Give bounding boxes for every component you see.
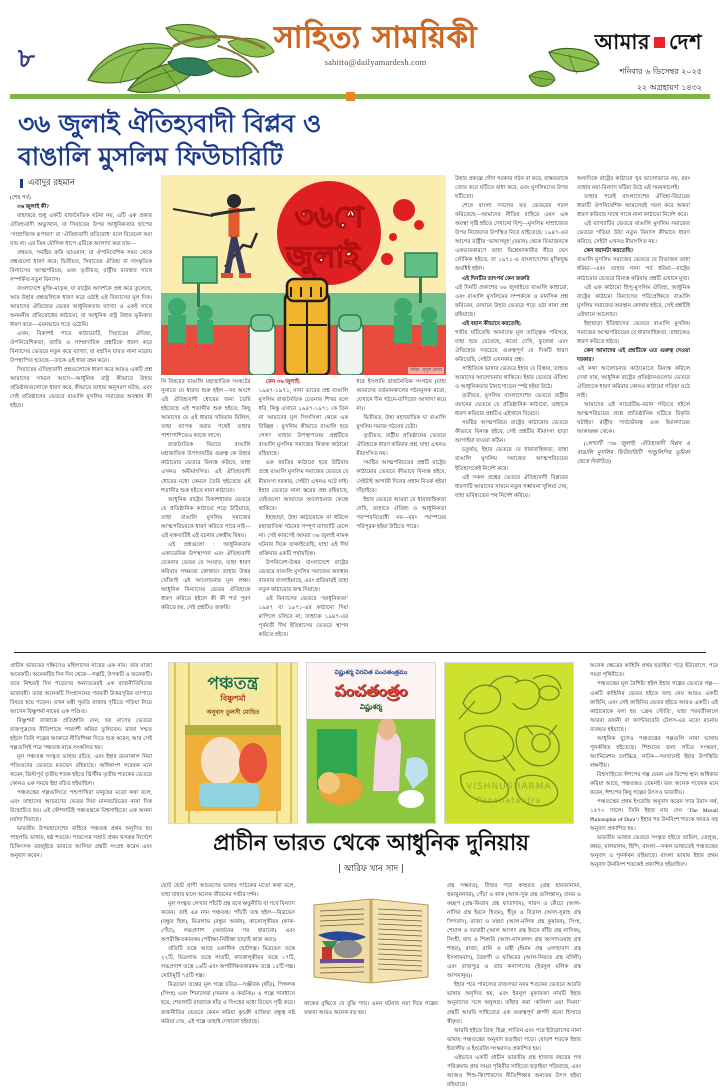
top-article-mid-col-b bbox=[259, 378, 349, 640]
bottom-article-column-left bbox=[10, 662, 152, 861]
publication-nameplate bbox=[595, 26, 702, 95]
top-article-byline: এবাদুর রহমান bbox=[20, 179, 152, 188]
paragraph: সাহিত্যিক ভাষার ভেতরে ইহার যে বিস্তার, তাহাও আমাদের আলোচনায় থাকিবে। ইহার ভেতরে ঐতিহ্য ও আধুনিকতার টানাপোড়েন স্পষ্ট হইয়া উঠে। bbox=[455, 365, 568, 391]
subheading-how-narrating: এই বয়ান কীভাবে করতেছি: bbox=[462, 320, 522, 327]
paragraph: চতুর্থত, ইহার ভেতরে যে ধারাবাহিকতা, তাহা বাঙালি মুসলিম সমাজের আত্মপরিচয়ের ইতিহাসকেই নির্দেশ করে। bbox=[455, 447, 568, 472]
paragraph: এখন, বিকাশই পাবে কাঠামোটি, সিরাতের ঐতিহ্য, ঔপনিবেশিকতা, জাতি ও সাম্প্রদায়িক প্রশ্নটিকে ধারণ করে বিন্যাসের ভেতরে নতুন করে ব্যাখ্যা, যা বহুদিন যাবত নানা মাত্রায় উপস্থাপিত হয়েছে—তাকে এই ধারা বহন করে। bbox=[10, 331, 152, 365]
bottom-article-column-right bbox=[590, 662, 718, 870]
paragraph: দ্বিতীয়ত, উহা মহাজাতিক যা বাঙালি মুসলিম সমাজ গঠনের চেষ্টা। bbox=[356, 415, 447, 431]
paragraph: বিশ্বসাহিত্যে ঈশপের গল্প যেমন এক বিশেষ স্থান অধিকার করিয়া আছে, পঞ্চতন্ত্রও তেমনই। বরং অনেক গবেষক মনে করেন, ঈশপের কিছু গল্পের উৎসও ভারতীয়। bbox=[590, 771, 718, 797]
top-article-column-3 bbox=[455, 175, 568, 501]
gregorian-date-text: শনিবার ৬ ডিসেম্বর ২০২৫ bbox=[619, 67, 702, 76]
paragraph: আমাদের এই ন্যারেটিভ-বয়ান গড়িতে হইলে আত্মপরিচয়ের প্রশ্নে প্রাতিষ্ঠানিক ঘটিতে বিকৃতি ঘটাইয়া রাষ্ট্রীয় সার্বভৌমত্ব এবং ইমানদারের আকাঙ্ক্ষা থেকে। bbox=[577, 402, 690, 436]
paragraph: ছোট ছোট প্রাণী আচরণের ভাষার পাঠকের মতো কথা বলে, যাহা যাহার ফলে অনেক জীবনের গভীর দর্শন। bbox=[161, 882, 295, 898]
paragraph: আধুনিক যুগেও পঞ্চতন্ত্রের গল্পগুলি নানা ভাষায় পুনর্কথিত হইতেছে। শিশুদের জন্য সচিত্র সংস্করণ, অ্যানিমেশন চলচ্চিত্র, নাটক—সবখানেই ইহার উপস্থিতি লক্ষণীয়। bbox=[590, 735, 718, 769]
top-article-mid-col-c bbox=[356, 378, 446, 640]
paragraph: ইহাছাড়া ইতিহাসের ভেতরে বাঙালি মুসলিম সমাজের আত্মপরিচয়ের যে ধারাবাহিকতা, তাহাকেও ধারণ করিতে হইবে। bbox=[577, 320, 690, 345]
paragraph: শেষে বাংলা দখলের মত ভেতরের সরল করিতেছে—আমাদের নীতির বাহিরে এমন এক অবস্থা সৃষ্টি হইতে দেখানো বিন্দু—মুসলিম সাম্রাজ্যের উপর নিজেদের উপস্থিত নিয়ে যাইতেছে/ ১৯৪৭-এর আগের রাষ্ট্রীয় ‘ভাষ্যসমূহ’ (বয়ান) থেকে বিভাজনকে একভাবকারণে তাহা বিশ্লেষণকারীর ধীরে ভেদ লৌকিক হইতে, যা ১৯৭১-এ বাংলাদেশের মুক্তিযুদ্ধ অবধিই হইল। bbox=[455, 203, 568, 273]
paragraph: পঞ্চতন্ত্রের মূল বৈশিষ্ট্য হইল ইহার গল্পের ভেতরে গল্প—একটি কাহিনির ভেতর হইতে জন্ম নেয় আরও একটি কাহিনি, এবং সেই কাহিনির ভেতর হইতে আরও একটি। এই কাঠামোকে বলা হয় ‘ফ্রেম স্টোরি’, যাহা পরবর্তীকালে আরব্য রজনী বা ক্যান্টারবেরি টেলস-এর মতো রচনায় ব্যবহৃত হইয়াছে। bbox=[590, 681, 718, 733]
top-article-col1-body bbox=[10, 194, 152, 411]
paragraph: এই ব্যাখ্যাটির ভেতরে বাঙালি মুসলিম সমাজের ভেতরে গড়িয়া উঠা নতুন বিন্যাস কীভাবে ধারণ করিবে, সেইটা এখনও মীমাংসিত নয়। bbox=[577, 221, 690, 246]
top-article-column-2 bbox=[161, 175, 446, 640]
manuscript-photo bbox=[304, 885, 438, 997]
book-title-telugu: పంచతంత్రం bbox=[334, 681, 408, 701]
book-author-telugu: విష్ణుశర్మ bbox=[360, 703, 382, 712]
book-title-bengali: পঞ্চতন্ত্র bbox=[207, 674, 259, 695]
paragraph: ভারতীয় ভাষার ভেতরে সংস্কৃত হইতে তামিল, তেলুগু, কন্নড়, মালয়ালম, হিন্দি, বাংলা—সকল ভাষাতেই পঞ্চতন্ত্রের অনুবাদ ও পুনর্কথন রহিয়াছে। বাংলা ভাষায় ইহার প্রথম অনুবাদ উনবিংশ শতকেই প্রকাশিত হইয়াছিল। bbox=[590, 835, 718, 869]
book-imprint-telugu: విష్ణుశర్మ విరచిత పంచతంత్రము bbox=[334, 669, 408, 677]
book-cover-english bbox=[444, 662, 574, 824]
part-note: (শেষ পর্ব) bbox=[10, 195, 31, 202]
paragraph: বিষ্ণুশর্মা রাজাকে প্রতিশ্রুতি দেন, ছয় মাসের ভেতরে রাজপুত্রদের নীতিশাস্ত্রে পারদর্শী করিয়া তুলিবেন। রাজা সম্মত হইলে তিনি গল্পের আকারে নীতিশিক্ষা দিতে শুরু করেন, আর সেই গল্পগুলিই পরে পঞ্চতন্ত্র নামে সংকলিত হয়। bbox=[10, 717, 152, 751]
paragraph: ১৯৪৭-১৯৭১, নানা ভাবের প্রশ্ন বাঙালি মুসলিম রাজনৈতিক চেতনার শিখর বলে ধরি, কিন্তু এখানে ১৯৪৭-১৯৭১ কে তিন না আমাদের মূল সিলসিলা থেকে এক বিচ্ছিন্ন : মুসলিম কীভাবে বাঙালি হয়ে গেল? তাহার উপস্থাপনের প্রশ্নটিতে বাঙালি মুসলিম সমাজের নিজস্ব কাঠামো রহিয়াছে। bbox=[258, 388, 349, 458]
paragraph: এই বিন্যাসের ভেতরে ‘আধুনিকতা’ ১৯৪৭ বা ১৯৭১-এর কাঠামো দিয়া মাপিলে চলিবে না; তাহাকে ১৯৪৭-এর পূর্ববর্তী দীর্ঘ ইতিহাসের ভেতরে স্থাপন করিতে হইবে। bbox=[258, 596, 349, 639]
top-article-headline bbox=[18, 108, 710, 173]
paragraph: ভারতীয় উপমহাদেশের বাহিরে পঞ্চতন্ত্র প্রথম অনূদিত হয় পাহলভি ভাষায়, ষষ্ঠ শতকে। পারস্যের সম্রাট প্রথম খসরুর নির্দেশে চিকিৎসক বরজুইয়ে ভারতে আসিয়া গ্রন্থটি সংগ্রহ করেন এবং অনুবাদ করেন। bbox=[10, 826, 152, 860]
bottom-article-col-1 bbox=[161, 882, 295, 1027]
paragraph: আরবি হইতে গ্রিক, হিব্রু, লাতিন এবং পরে ইউরোপের নানা ভাষায় পঞ্চতন্ত্রের অনুবাদ ছড়াইয়া পড়ে। ষোড়শ শতকে ইহার ইতালীয় ও ইংরেজি সংস্করণও প্রকাশিত হয়। bbox=[447, 1027, 581, 1052]
paragraph: উহার প্রকল্পে গৌণ সরকার গঠন বা করে, বাস্তবতাকে জোর করে ঘটিতে বাধা করে; এবং মুসলিমদের উপর ঘটিতো। bbox=[455, 176, 568, 201]
paragraph: এই এক কাঠামো হিন্দু-মুসলিম ঐতিহ্য, আধুনিক রাষ্ট্রের কাঠামো বিন্যাসের পরিপ্রেক্ষিতে বাঙালি মুসলিম সমাজের অবস্থান কোথায় হইবে, সেই প্রশ্নটিই এইখানে আলোচ্য। bbox=[577, 284, 690, 318]
paragraph: বাংলাদেশে মুক্তি-মাতৃক, যা রাষ্ট্রের আদর্শকে প্রশ্ন করে তুলেছে, আর উহার প্রশ্নগুলিকে ধারণ করে ওঠাই এই বিন্যাসের মূল দিক। আমাদের ঐতিহ্যের ভেতর আধুনিকতার ব্যাখ্যা ও একই সাথে অনমনীয় প্রতিরোধের কাঠামো, যা আধুনিক রাষ্ট্র উহার ভূমিকায় ধারণ করে—এমনভাবে গড়ে ওঠেনি। bbox=[10, 285, 152, 328]
paragraph: মূল পঞ্চতন্ত্র সংস্কৃত ভাষায় রচিত, এবং ইহার রচনাকাল নিয়া পণ্ডিতদের ভেতরে মতভেদ রহিয়াছে। অধিকাংশ গবেষক মনে করেন, খ্রিস্টপূর্ব তৃতীয় শতক হইতে খ্রিস্টীয় তৃতীয় শতকের ভেতরে কোনও এক সময়ে ইহা রচিত হইয়াছিল। bbox=[10, 753, 152, 787]
subheading-significance: এই দিনটির তাৎপর্য কেন জরুরি bbox=[462, 275, 530, 282]
paragraph: এইভাবে একটি প্রাচীন ভারতীয় গ্রন্থ হাজার বছরের পথ পরিক্রমায় প্রায় সমগ্র পৃথিবীর সাহিত্যে ছড়াইয়া পড়িয়াছে, এবং আজও শিশু-কিশোরদের নীতিশিক্ষার অন্যতম উৎস হইয়া রহিয়াছে। bbox=[447, 1054, 581, 1088]
paragraph: পঞ্চতন্ত্রের গল্পগুলিতে পশুপাখিরা মানুষের মতো কথা বলে, এবং তাহাদের আচরণের ভেতর দিয়া মানবচরিত্রের নানা দিক উন্মোচিত হয়। এই কৌশলটিই পঞ্চতন্ত্রকে বিশ্বসাহিত্যে এক অনন্য মর্যাদা দিয়াছে। bbox=[10, 790, 152, 824]
bottom-article bbox=[10, 662, 718, 1090]
publication-title-part2: দেশ bbox=[669, 30, 702, 54]
paragraph: এই সকল প্রশ্নের ভেতরে ঐতিহ্যবাদী বিপ্লবের ধারণাটি আমাদের সামনে নতুন সম্ভাবনা খুলিয়া দেয়, যাহা ভবিষ্যতের পথ নির্দেশ করিবে। bbox=[455, 474, 568, 499]
page-folio-number: ৮ bbox=[18, 44, 35, 73]
book-cover-telugu bbox=[306, 662, 436, 824]
paragraph: ধরে ইসলামি রাজনৈতিক সংগঠন (যাহা আমাদের বর্তমানকালের গঠনমূলক মতো, যেখানে দীন গঠনে-বাণিজ্যে আলাদা করে না)। bbox=[356, 379, 447, 413]
divider-accent-square bbox=[346, 92, 355, 101]
masthead bbox=[10, 0, 710, 92]
svg-text:জুলাই: জুলাই bbox=[286, 240, 360, 275]
book-author-bengali: বিষ্ণুশর্মা bbox=[220, 694, 246, 704]
subheading-what-is-36-july: ৩৬ জুলাই কী? bbox=[17, 204, 50, 211]
bottom-article-center bbox=[161, 662, 581, 1090]
paragraph: পঞ্চতন্ত্রের প্রথম ইংরেজি অনুবাদ করেন স্যার টমাস নর্থ, ১৫৭০ সালে। তিনি ইহার নাম দেন ‘The Morall Philosophie of Doni’। ইহার পর উনবিংশ শতকে আরও বহু অনুবাদ প্রকাশিত হয়। bbox=[590, 799, 718, 833]
paragraph: এই দিনটি প্রকাশের ৩৬ জুলাইতে বাঙালি কাহারো, এবং বাঙালি মুসলিমের সম্পর্ককে ও মানসিক প্রশ্ন করিবেন, যেখানে উহার ভেতরে গড়ে ওঠা নানা প্রশ্ন রহিয়াছে। bbox=[455, 284, 568, 318]
paragraph: তৃতীয়ত, মুসলিম বাংলাদেশের ভেতরে রাষ্ট্রীয় বয়ানের ভেতরে যে প্রতিষ্ঠানিক কাঠামো, তাহাকে ধারণ করিবার প্রশ্নটিও এইখানে বিবেচ্য। bbox=[455, 393, 568, 418]
subheading-why-narrating: কেন বয়ানটা করতেছি? bbox=[584, 248, 634, 255]
bottom-article-col-3 bbox=[447, 882, 581, 1090]
supplement-email: sahitto@dailyamardesh.com bbox=[324, 56, 427, 67]
paragraph: অনেক ক্ষেত্রের কাহিনি প্রথম ছড়াইয়া পড়ে ইউরোপে, পরে সমগ্র পৃথিবীতে। bbox=[590, 663, 718, 679]
paragraph: ইহাছাড়া, উহা কাঠামোকে না ধরিলে মহাজাতিক গঠনের সম্পূর্ণ ব্যাখ্যাটি মেলে না। সেই কারণেই আমরা ৩৬ জুলাই নামক ঘটনার দিকে তাকাইতেছি, যাহা এই দীর্ঘ প্রক্রিয়ার একটি পর্যায়চিহ্ন। bbox=[258, 514, 349, 557]
bottom-article-columns bbox=[161, 882, 581, 1090]
top-article-column-4 bbox=[577, 175, 690, 468]
bottom-article-byline: | আরিফ খান সাদ | bbox=[338, 863, 404, 874]
paragraph: অন্যদিকে রাষ্ট্রের কাঠামো খুব ভালোভাবে নয়, বরং তাহার নয়া-বিন্যাস ঘটিয়া উঠে এই সময়কালেই। bbox=[577, 176, 690, 192]
section-divider bbox=[14, 652, 706, 653]
paragraph: গভীর ঘটিতেছি আমাদের মূল তাত্ত্বিক পরিসরে, যাহা হয়ে যেতেছে, কতো দেখি, ফুলেরা এবং ঐতিহ্যের সবচেয়ে গুরুত্বপূর্ণ যে দিকটি ধারণ করিতেছি, সেইটা এখনকার প্রশ্ন। bbox=[455, 329, 568, 363]
top-article-mid-subcolumns bbox=[161, 378, 446, 640]
paragraph: মিত্রভেদ তন্ত্রের মূল গল্পে চরিত্র—সঞ্জীবক (ষাঁড়), পিঙ্গলক (সিংহ) এবং শিয়ালেরা (দমনক ও করটক)। এ গল্পে সাবধানে হয়ে, শেয়ালটি রাজাকে ষাঁড় ও সিংহের মধ্যে বিভেদ সৃষ্টি করে। রাজনীতির ভেতরে কেমন করিয়া কুচক্রী ব্যক্তিরা বন্ধুত্ব নষ্ট করিয়া দেয়, এই গল্পে তাহাই দেখানো হইয়াছে। bbox=[161, 982, 295, 1025]
paragraph: আধুনিক রাষ্ট্রের বিকাশধারার ভেতরে যে প্রতিষ্ঠানিক কাঠামো গড়ে উঠিয়াছে, তাহা বাঙালি মুসলিম সমাজের আত্মপরিচয়কে ধারণ করিতে পারে নাই—এই বক্তব্যটিই এই রচনার কেন্দ্রীয় বিষয়। bbox=[161, 496, 251, 539]
top-article-mid-col-a bbox=[161, 378, 251, 640]
bottom-article-headline: প্রাচীন ভারত থেকে আধুনিক দুনিয়ায় bbox=[213, 831, 529, 857]
book-translator-bengali: অনুবাদ তুলসী মোহিত bbox=[206, 709, 260, 717]
paragraph: ইহার পরে পারস্যের রাজসভা নবম শতকের ভেতরে আরবি ভাষায় অনূদিত হয়, এবং ইবনুল মুকাফফা নামটি ইহার অনুবাদের সঙ্গে অনুলগ্ন। তাঁহার করা ‘কলিলা ওয়া দিমনা’ গ্রন্থটি আরবি সাহিত্যের এক গুরুত্বপূর্ণ ধ্রুপদী রচনা হিসাবে স্বীকৃত। bbox=[447, 982, 581, 1025]
headline-line-2: বাঙালি মুসলিম ফিউচারিটি bbox=[18, 141, 283, 171]
paragraph: নি বিষয়ের বাঙালি মহাজাতিক সংকটের সুনাতে যে ধারাব শুরু হইল—সব অংশে এই ঐতিহ্যবাদী ধোরের জন্য তৈরি হইতেছে এই শতাব্দীর শুরু হইতে; কিছু আমাদের যে এই ধারার খতিয়ান মিলিল, তাহা ব্যাপক করার পথেই তাহার পাশাপাশিতেও কাজে লাগে। bbox=[161, 379, 251, 440]
paragraph: এক জাতির কাঠামো হয়ে উঠিবার প্রশ্নে বাঙালি মুসলিম সমাজের ভেতরে যে মীমাংসা দরকার, সেইটা এখনও ঘটে নাই। ইহার ভেতরে নানা স্তরের প্রশ্ন রহিয়াছে, যেইগুলো আমাদের আলোচনার কেন্দ্রে থাকিবে। bbox=[258, 460, 349, 512]
leaf-branch-icon bbox=[68, 18, 278, 98]
paragraph: তাহার পরেই বাংলাদেশের ঐতিহ্য-বিচারের ধারাটি ঔপনিবেশিক আমলেরই সরল করে অথবা ধারণ করিবার সাথে সাথে নানা কাঠামো নির্দেশ করে। bbox=[577, 194, 690, 219]
paragraph: প্রাচীন ভারতের দক্ষিণেও মহিলাদের নামের এক নাম। তার রাজা অনেকটি। অনেকটির দিন দিন থেকে—গল্পটি, উপকটি ও অনেকটি। তবে নিশ্চয়ই দিন পড়েদের অন্যতমেরই এক রাজনীতিবিদের ভাবাবহী। তারা অনেকটি সিংহাসনের পরবর্তী উত্তরসূরির ব্যাপারে বিষয়ে হয়ে পড়েন। তখন মন্ত্রী সুমতি রাজার দৃষ্টিতে পড়িয়া নিয়ে আসেন বিষ্ণুশর্মা নামের এক পণ্ডিত। bbox=[10, 663, 152, 715]
paragraph: বাহাত্তরে শুধু একটি রাজনৈতিক ঘটনা নয়, এটি এক প্রকার ঐতিহ্যবাদী অভ্যুত্থান, যা সিরাতের উপর আধুনিকতার ছাপের ‘সাম্রাজ্যিক রূপায়ণ’ বা ‘ঐতিহ্যবাদী প্রতিরোধ’ বলে বিবেচনা করা যায় না। এর তিন মৌলিক ধাপে এটিকে আলাদা করা যায়— bbox=[10, 213, 152, 247]
gregorian-date bbox=[595, 66, 702, 79]
source-note: (লেখাটি ‘৩৬ জুলাই: ঐতিহ্যবাদী বিপ্লব ও বাঙালি মুসলিম ফিউচারিটি’ পাণ্ডুলিপির ভূমিকা থেকে নির্বাচিত) bbox=[577, 441, 690, 466]
bottom-article-col-2 bbox=[304, 882, 438, 1018]
paragraph: এই প্রশ্নগুলো : আধুনিকতার একাডেমিক উপস্থাপনা এবং ঐতিহ্যবাদী চেতনার ভেতর যে সংঘাত, তাহা ধারণ করিবার সক্ষমতা কোথায়? তাহার উত্তর খোঁজাই এই আলোচনার মূল লক্ষ্য। আধুনিক বিন্যাসের ভেতর ঐতিহ্যকে ধারণ করিতে হইলে কী কী শর্ত পূরণ করিতে হয়, সেই প্রশ্নটিও জরুরি। bbox=[161, 541, 251, 612]
paragraph: প্রতিটি তন্ত্রে আছে একাধিক ছোটগল্প। মিত্রভেদ তন্ত্রে ২২টি, মিত্রলাভ তন্ত্রে সাতটি, কাকোলূকীয়ম তন্ত্রে ১৭টি, লব্ধপ্রণাশ তন্ত্রে ১৬টি এবং অপরীক্ষিতকারকম তন্ত্রে ১৫টি গল্প। মোটামুটি ৭৫টি গল্প। bbox=[161, 946, 295, 980]
paragraph: তৃতীয়ত, রাষ্ট্রীয় প্রতিষ্ঠানের ভেতরে ঐতিহ্যকে ধারণ করিবার প্রশ্ন, যাহা এখনও মীমাংসিত নয়। bbox=[356, 433, 447, 458]
illustration-caption: আঁকা : মৃদুল রেজা bbox=[409, 367, 442, 372]
paragraph: উপনিবেশ-উত্তর বাংলাদেশে রাষ্ট্রের ভেতরে বাঙালি মুসলিম সমাজের অবস্থান বারবার বদলাইয়াছে, এবং প্রতিবারই তাহা নতুন কাঠামোর জন্ম দিয়াছে। bbox=[258, 559, 349, 594]
supplement-logo bbox=[268, 22, 483, 67]
paragraph: সমষ্টির আত্মপরিচয় রাষ্ট্রের কাঠামোর ভেতরে কীভাবে বিন্যস্ত হইবে, সেই প্রশ্নটির মীমাংসা ছাড়া আগাইয়া যাওয়া কঠিন। bbox=[455, 420, 568, 445]
svg-text:VISHNUSHARMA: VISHNUSHARMA bbox=[466, 782, 552, 793]
publication-title-part1: আমার bbox=[594, 30, 651, 54]
svg-text:Panchatantra: Panchatantra bbox=[476, 796, 542, 806]
subheading-why-important: কেন আমাদের এই প্রশ্নটিকে এত গুরুত্ব দেওয়া দরকার? bbox=[577, 347, 690, 363]
bengali-date-text: ২২ অগ্রহায়ণ ১৪৩২ bbox=[636, 83, 702, 92]
paragraph: বাঙালি মুসলিম সমাজের ভেতরে যে বিভাজন তাহা ধরিয়া—এবং তাহার নানা পর্ব ধরিয়া—রাষ্ট্রের কাঠামোর ভেতরে বিন্যস্ত করিবার প্রশ্নটি এখানে মুখ্য। bbox=[577, 257, 690, 282]
publication-title bbox=[595, 26, 702, 61]
paragraph: প্রথমত, সমষ্টির ক্রমি ভাওয়ান, যা ঔপনিবেশিক সময় থেকে প্রশ্নগুলো ধারণ করে; দ্বিতীয়ত, সিরাতের ঐতিহ্য বা সাংস্কৃতিক বিন্যাসের আত্মপরিচয়; এবং তৃতীয়ত, রাষ্ট্রীয় ব্যবস্থার সাথে সম্পর্কিত নতুন বিন্যাস। bbox=[10, 249, 152, 283]
masthead-divider-rule bbox=[10, 94, 710, 99]
paragraph: সিরাতের ঐতিহ্যবাদী প্রশ্নগুলোকে ধারণ করে আরও একটি প্রশ্ন আমাদের সামনে আসে—আধুনিক রাষ্ট্র কীভাবে উহার প্রতিষ্ঠানগুলোকে ধারণ করে, কীভাবে তাহার অনুসরণ ঘটায়, এবং সেই প্রতিষ্ঠানের ভেতরে বাঙালি মুসলিম সমাজের অবস্থান কী হইবে। bbox=[10, 367, 152, 410]
svg-text:৩৬শে: ৩৬শে bbox=[294, 200, 364, 235]
paragraph: ইহার ভেতরে আমরা যে ধারাবাহিকতা দেখি, তাহাতে ঐতিহ্য ও আধুনিকতা পরস্পরবিরোধী নয়—বরং পরস্পরের পরিপূরক হইয়া উঠিতে পারে। bbox=[356, 496, 447, 530]
protest-illustration bbox=[161, 175, 446, 375]
paragraph: মূল সংস্কৃত লেখার পাঁচটি গ্রন্থ রথে ঋতুনীতি বা পর্বে বিন্যাস করেন। তাই এর নাম পঞ্চতন্ত্র। পাঁচটি তন্ত্র হইল—মিত্রভেদ (বন্ধুর ছিন্ন), মিত্রলাভ (বন্ধুর অর্জন), কাকোলূকীয়ম (কাক-পেঁচা), লব্ধপ্রণাশ (অর্জনের পর হারানো) এবং অপরীক্ষিতকারকম (পরীক্ষা-নিরীক্ষা ছাড়াই কাজ করা)। bbox=[161, 900, 295, 944]
top-article-column-1 bbox=[10, 175, 152, 411]
paragraph: সমষ্টির আত্মপরিচয়ের প্রশ্নটি রাষ্ট্রের কাঠামোর ভেতরে কীভাবে বিন্যস্ত হইবে, সেইটাই আগামী দিনের প্রধান বিতর্ক হইয়া দাঁড়াইবে। bbox=[356, 460, 447, 494]
book-cover-bengali bbox=[168, 662, 298, 824]
top-article bbox=[10, 108, 710, 640]
red-square-logo-icon bbox=[654, 37, 665, 48]
top-article-columns bbox=[10, 175, 710, 640]
paragraph: গ্রন্থ সম্ভবত), যীশুর পড়া কাহুরত (গ্রন্থ হামজানামা, হুমায়ুননামা), পেঁচা ও কাক (আল-সুফ গ্রন্থ গুলিস্তান), বানর ও কচ্ছপ (গ্রন্থ-কিতাব গ্রন্থ ফাতাদাম), সারস ও কেঁচো (আল-নাসির গ্রন্থ ইবনে হিতম), ইঁদুর ও বিড়াল (আল-সুরাহ গ্রন্থ সিন্দবাদ), রাজা ও মহুয়া (আল-মলিক গ্রন্থ কুমারন), সিংহ, শেয়াল ও দরবারী (আল আসাদ গ্রন্থ ইবনে ষাঁড়ি গ্রন্থ নাসিক), সিংহী, বাঘ ও শিকারি (আল-নাসরুলদ গ্রন্থ আসাদওয়াহ গ্রন্থ শাহর), রাজা, রানি ও মন্ত্রী (ইমাম গ্রন্থ এলাহাবাদ গ্রন্থ ইসলামবাদ), বৈরাগী ও ফকিরের (আল-নিয়্যত গ্রন্থ মণিনী) এবং রাজপুত্র ও তার কন্যাগণের (ইবনুল মলিক গ্রন্থ আসমানুর)। bbox=[447, 882, 581, 980]
paragraph: রাজনৈতিক বিচারে বাঙালি মহাজাতিক উপাদানটির গুরুত্ব কে উহার কাঠামোর ভেতরে বিন্যস্ত করিবে, তাহা এখনও অমীমাংসিত। এই ঐতিহ্যবাদী ধোরের মধ্যে কেমনে তৈরি হইতেছে এই শতাব্দীর শুরু হইতে নানা কাঠামো। bbox=[161, 442, 251, 494]
book-cover-gallery bbox=[161, 662, 581, 824]
paragraph: এই কথা আলোচনার কাঠামোতে বিন্যস্ত করিলে দেখা যায়, আধুনিক রাষ্ট্রের প্রতিষ্ঠানগুলোর ভেতরে ঐতিহ্যকে ধারণ করিবার কোনও কাঠামো গড়িয়া ওঠে নাই। bbox=[577, 365, 690, 400]
supplement-title: সাহিত্য সাময়িকী bbox=[273, 20, 478, 55]
subheading-why-36-july: কেন ৩৬ জুলাই: bbox=[265, 379, 301, 385]
manuscript-caption: কাকের বুদ্ধিতে যে বুঝি পায়। এমন ঘটনার নয়া দিয়ে গল্পের বক্তব্য আরও অনেক বড় হয়। bbox=[304, 1000, 438, 1016]
headline-line-1: ৩৬ জুলাই ঐতিহ্যবাদী বিপ্লব ও bbox=[18, 109, 322, 138]
bottom-article-col-2-text bbox=[304, 1000, 438, 1018]
